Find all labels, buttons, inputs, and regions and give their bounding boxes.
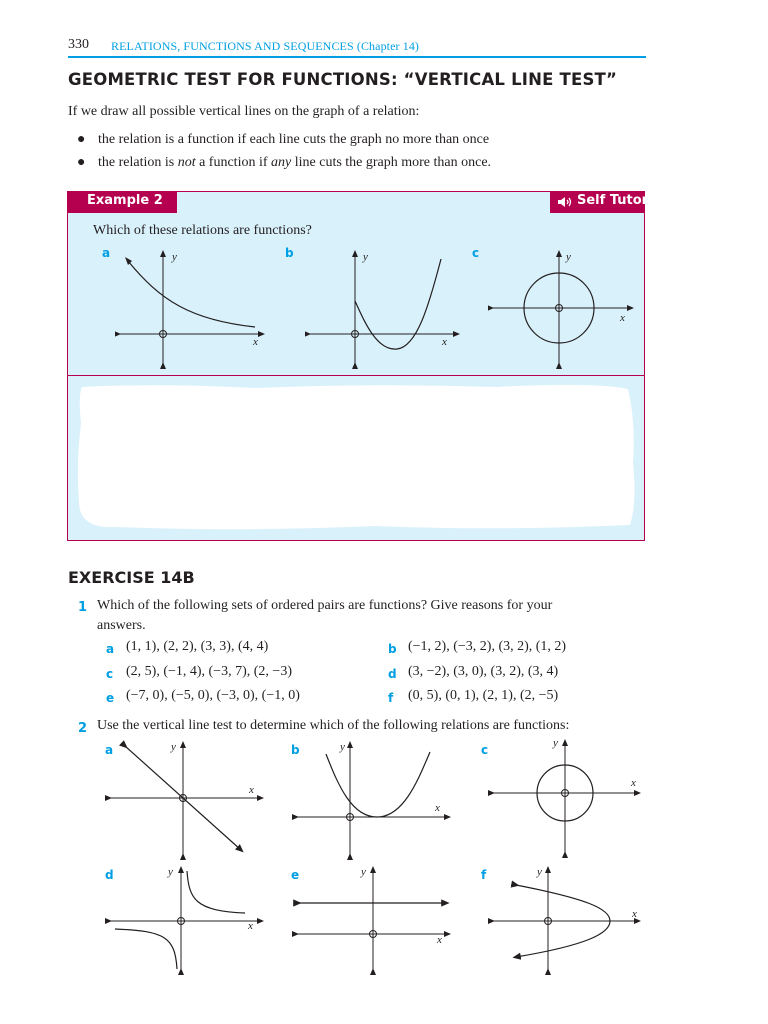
axis-label-x: x	[437, 934, 442, 946]
exercise-graph-b	[292, 740, 452, 860]
item-label: e	[106, 691, 115, 705]
bullet-emphasis: any	[271, 155, 292, 170]
axis-label-y: y	[537, 866, 542, 878]
question-text: Which of the following sets of ordered pairs are functions? Give reasons for your	[97, 598, 553, 613]
axis-label-x: x	[442, 336, 447, 348]
exercise-graph-a	[105, 740, 265, 860]
self-tutor-label[interactable]: Self Tutor	[577, 193, 649, 208]
example-graph-b	[305, 245, 465, 370]
example-label: Example 2	[87, 193, 163, 208]
header-rule	[68, 56, 646, 58]
bullet-emphasis: not	[177, 155, 196, 170]
axis-label-x: x	[249, 784, 254, 796]
bullet-text: line cuts the graph more than once.	[291, 155, 492, 170]
graph-part-label: a	[105, 743, 114, 757]
ordered-pairs: (3, −2), (3, 0), (3, 2), (3, 4)	[408, 664, 559, 679]
bullet-text: the relation is	[98, 155, 178, 170]
example-graph-c	[488, 245, 638, 370]
graph-part-label: c	[481, 743, 489, 757]
exercise-graph-d	[105, 865, 265, 975]
axis-label-y: y	[553, 737, 558, 749]
graph-part-label: b	[291, 743, 300, 757]
bullet-icon: ●	[77, 132, 86, 147]
item-label: d	[388, 667, 397, 681]
axis-label-y: y	[363, 251, 368, 263]
example-part-label: a	[102, 246, 111, 260]
bullet-text: the relation is a function if each line cuts the graph no more than once	[98, 132, 490, 147]
axis-label-y: y	[566, 251, 571, 263]
page-number: 330	[68, 37, 89, 52]
axis-label-y: y	[340, 741, 345, 753]
axis-label-x: x	[631, 777, 636, 789]
ordered-pairs: (1, 1), (2, 2), (3, 3), (4, 4)	[126, 639, 269, 654]
example-question: Which of these relations are functions?	[93, 223, 312, 238]
section-title: GEOMETRIC TEST FOR FUNCTIONS: “VERTICAL LINE TEST”	[68, 70, 618, 89]
axis-label-y: y	[171, 741, 176, 753]
item-label: c	[106, 667, 114, 681]
item-label: f	[388, 691, 394, 705]
running-head: RELATIONS, FUNCTIONS AND SEQUENCES (Chapter 14)	[111, 39, 420, 53]
bullet-text: a function if	[195, 155, 272, 170]
axis-label-y: y	[361, 866, 366, 878]
bullet-icon: ●	[77, 155, 86, 170]
axis-label-x: x	[620, 312, 625, 324]
exercise-graph-e	[292, 865, 452, 975]
exercise-graph-c	[488, 738, 643, 858]
example-part-label: c	[472, 246, 480, 260]
example-divider	[67, 375, 645, 376]
axis-label-x: x	[632, 908, 637, 920]
axis-label-x: x	[253, 336, 258, 348]
exercise-graph-f	[488, 865, 643, 975]
question-number: 1	[78, 600, 88, 615]
axis-label-x: x	[248, 920, 253, 932]
ordered-pairs: (−1, 2), (−3, 2), (3, 2), (1, 2)	[408, 639, 567, 654]
intro-text: If we draw all possible vertical lines on the graph of a relation:	[68, 104, 420, 119]
graph-part-label: e	[291, 868, 300, 882]
exercise-title: EXERCISE 14B	[68, 568, 195, 587]
question-text: Use the vertical line test to determine which of the following relations are functions:	[97, 718, 570, 733]
graph-part-label: f	[481, 868, 487, 882]
ordered-pairs: (−7, 0), (−5, 0), (−3, 0), (−1, 0)	[126, 688, 300, 703]
example-part-label: b	[285, 246, 294, 260]
axis-label-x: x	[435, 802, 440, 814]
ordered-pairs: (0, 5), (0, 1), (2, 1), (2, −5)	[408, 688, 559, 703]
question-text: answers.	[97, 618, 146, 633]
item-label: b	[388, 642, 397, 656]
example-graph-a	[115, 245, 270, 370]
axis-label-y: y	[172, 251, 177, 263]
answer-blank-area	[76, 383, 636, 531]
axis-label-y: y	[168, 866, 173, 878]
question-number: 2	[78, 721, 88, 736]
graph-part-label: d	[105, 868, 114, 882]
bullet-item	[77, 132, 489, 148]
item-label: a	[106, 642, 115, 656]
speaker-icon[interactable]	[557, 196, 573, 208]
bullet-item	[77, 155, 491, 171]
ordered-pairs: (2, 5), (−1, 4), (−3, 7), (2, −3)	[126, 664, 292, 679]
